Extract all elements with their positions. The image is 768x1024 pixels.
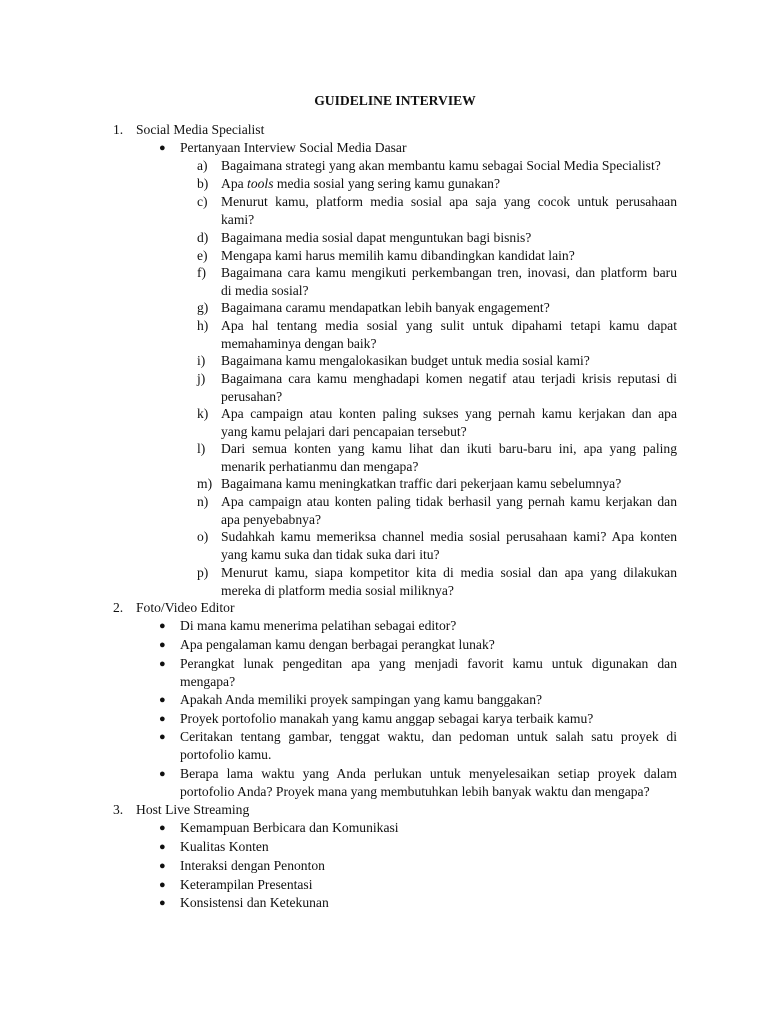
question-letter: a) [197, 158, 208, 173]
question-text: Bagaimana cara kamu mengikuti perkembangan tren, inovasi, dan platform baru di media sosial? [221, 265, 677, 298]
question-text: Mengapa kami harus memilih kamu dibandingkan kandidat lain? [221, 248, 575, 263]
question-letter: j) [197, 371, 206, 386]
bullet-icon: ● [159, 768, 166, 780]
question-letter: h) [197, 318, 209, 333]
list-item: Interaksi dengan Penonton [180, 858, 325, 873]
question-letter: e) [197, 248, 208, 263]
list-item: Kualitas Konten [180, 839, 269, 854]
section-title-host-live-streaming: Host Live Streaming [136, 802, 250, 817]
bullet-icon: ● [159, 639, 166, 651]
question-letter: l) [197, 441, 206, 456]
subheading: Pertanyaan Interview Social Media Dasar [180, 140, 407, 155]
question-text: Bagaimana cara kamu menghadapi komen negatif atau terjadi krisis reputasi di perusahan? [221, 371, 677, 404]
bullet-icon: ● [159, 841, 166, 853]
list-item: Proyek portofolio manakah yang kamu anggap sebagai karya terbaik kamu? [180, 711, 594, 726]
list-item: Perangkat lunak pengeditan apa yang menjadi favorit kamu untuk digunakan dan mengapa? [180, 656, 677, 689]
question-letter: p) [197, 565, 209, 580]
section-title-social-media-specialist: Social Media Specialist [136, 122, 265, 137]
list-item: Keterampilan Presentasi [180, 877, 313, 892]
bullet-icon: ● [159, 822, 166, 834]
question-letter: g) [197, 300, 209, 315]
question-text: Bagaimana strategi yang akan membantu kamu sebagai Social Media Specialist? [221, 158, 661, 173]
bullet-icon: ● [159, 713, 166, 725]
bullet-icon: ● [159, 694, 166, 706]
list-item: Apakah Anda memiliki proyek sampingan yang kamu banggakan? [180, 692, 543, 707]
list-item: Berapa lama waktu yang Anda perlukan untuk menyelesaikan setiap proyek dalam portofolio Anda? Proyek mana yang membutuhkan lebih banyak waktu dan mengapa? [180, 766, 677, 799]
question-text: Apa hal tentang media sosial yang sulit untuk dipahami tetapi kamu dapat memahaminya dengan baik? [221, 318, 677, 351]
list-item: Konsistensi dan Ketekunan [180, 895, 329, 910]
bullet-icon: ● [159, 897, 166, 909]
list-item: Apa pengalaman kamu dengan berbagai perangkat lunak? [180, 637, 495, 652]
question-letter: f) [197, 265, 207, 280]
question-letter: i) [197, 353, 206, 368]
section-title-foto-video-editor: Foto/Video Editor [136, 600, 235, 615]
list-item: Kemampuan Berbicara dan Komunikasi [180, 820, 399, 835]
question-text: Bagaimana kamu mengalokasikan budget untuk media sosial kami? [221, 353, 590, 368]
italic-term: tools [247, 176, 274, 191]
question-text: Apa tools media sosial yang sering kamu gunakan? [221, 176, 500, 191]
section-number: 1. [113, 122, 124, 137]
section-number: 2. [113, 600, 124, 615]
bullet-icon: ● [159, 731, 166, 743]
question-letter: d) [197, 230, 209, 245]
question-text: Menurut kamu, platform media sosial apa saja yang cocok untuk perusahaan kami? [221, 194, 677, 227]
question-letter: b) [197, 176, 209, 191]
question-text: Bagaimana kamu meningkatkan traffic dari pekerjaan kamu sebelumnya? [221, 476, 622, 491]
question-text: Apa campaign atau konten paling tidak berhasil yang pernah kamu kerjakan dan apa penyebabnya? [221, 494, 677, 527]
question-text: Sudahkah kamu memeriksa channel media sosial perusahaan kami? Apa konten yang kamu suka dan tidak suka dari itu? [221, 529, 677, 562]
question-text: Bagaimana media sosial dapat menguntukan bagi bisnis? [221, 230, 532, 245]
document-title: GUIDELINE INTERVIEW [314, 93, 476, 108]
question-letter: k) [197, 406, 209, 421]
question-letter: n) [197, 494, 209, 509]
question-text: Dari semua konten yang kamu lihat dan ikuti baru-baru ini, apa yang paling menarik perhatianmu dan mengapa? [221, 441, 677, 474]
section-number: 3. [113, 802, 124, 817]
question-letter: o) [197, 529, 209, 544]
bullet-icon: ● [159, 620, 166, 632]
bullet-icon: ● [159, 658, 166, 670]
question-text: Bagaimana caramu mendapatkan lebih banyak engagement? [221, 300, 550, 315]
bullet-icon: ● [159, 879, 166, 891]
list-item: Di mana kamu menerima pelatihan sebagai editor? [180, 618, 457, 633]
bullet-icon: ● [159, 860, 166, 872]
question-text: Apa campaign atau konten paling sukses yang pernah kamu kerjakan dan apa yang kamu pelajari dari pencapaian tersebut? [221, 406, 677, 439]
bullet-icon: ● [159, 142, 166, 154]
question-text: Menurut kamu, siapa kompetitor kita di media sosial dan apa yang dilakukan mereka di platform media sosial miliknya? [221, 565, 677, 598]
list-item: Ceritakan tentang gambar, tenggat waktu, dan pedoman untuk salah satu proyek di portofolio kamu. [180, 729, 677, 762]
question-letter: m) [197, 476, 213, 491]
question-letter: c) [197, 194, 208, 209]
